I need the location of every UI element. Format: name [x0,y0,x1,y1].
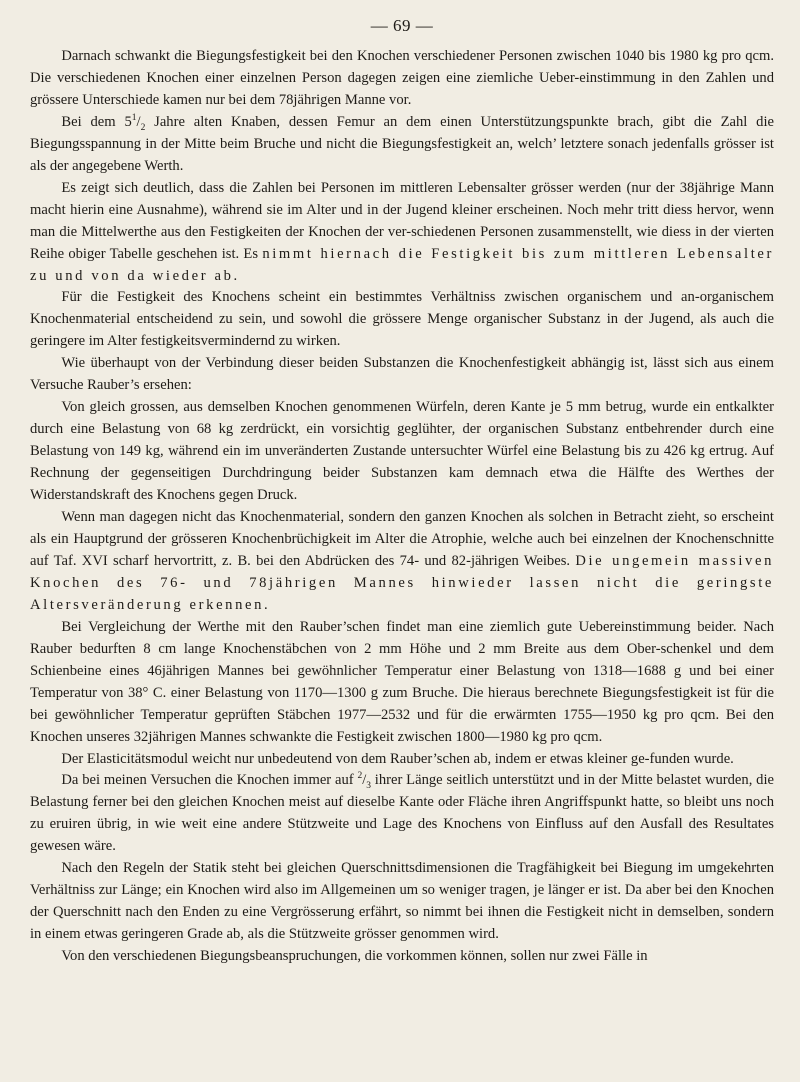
body-text [30,46,774,968]
paragraph-12: Von den verschiedenen Biegungsbeanspruchungen, die vorkommen können, sollen nur zwei Fälle in [61,948,648,965]
page-number: — 69 — [370,16,434,35]
paragraph-11: Nach den Regeln der Statik steht bei gleichen Querschnittsdimensionen die Tragfähigkeit bei Biegung im umgekehrten Verhältniss zur Länge; ein Knochen wird also im Allgemeinen um so weniger tragen, je länger er ist. Da aber bei den Knochen der Querschnitt nach den Enden zu eine Vergrösserung erfährt, so nimmt bei ihnen die Festigkeit nicht in demselben, sondern in einem etwas geringeren Grade ab, als die Stützweite grösser genommen wird. [30,860,774,943]
paragraph-7 [30,507,774,617]
emphasized-conclusion: nimmt hiernach die Festigkeit bis zum mittleren Lebensalter zu und von da wieder ab. [30,245,774,284]
paragraph-1: Darnach schwankt die Biegungsfestigkeit bei den Knochen verschiedener Personen zwischen 1040 bis 1980 kg pro qcm. Die verschiedenen Knochen einer einzelnen Person dagegen zeigen eine ziemliche Ueber-einstimmung in den Zahlen und grössere Unterschiede kamen nur bei dem 78jährigen Manne vor. [30,48,774,108]
paragraph-2-lead: Bei dem 5 [61,113,132,130]
fraction-denominator: 2 [140,122,146,133]
paragraph-4: Für die Festigkeit des Knochens scheint ein bestimmtes Verhältniss zwischen organischem und an-organischem Knochenmaterial entscheidend zu sein, und sowohl die grössere Menge organischer Substanz in der Jugend, als auch die geringere im Alter festigkeitsvermindernd zu wirken. [30,289,774,350]
fraction-numerator: 1 [131,113,137,123]
paragraph-2 [30,112,774,178]
paragraph-7-lead: Wenn man dagegen nicht das Knochenmaterial, sondern den ganzen Knochen als solchen in Betracht zieht, so erscheint als ein Hauptgrund der grösseren Knochenbrüchigkeit im Alter die Atrophie, welche auch bei einzelnen der Knochenschnitte auf Taf. XVI scharf hervortritt, z. B. bei den Abdrücken des 74- und 82-jährigen Weibes. [30,509,774,569]
fraction-denominator: 3 [366,781,371,792]
paragraph-2-rest: Jahre alten Knaben, dessen Femur an dem einen Unterstützungspunkte brach, gibt die Zahl die Biegungsspannung in der Mitte beim Bruche und nicht die Biegungsfestigkeit an, welch’ letztere sonach jedenfalls grösser ist als der angegebene Werth. [30,113,774,174]
paragraph-10 [30,770,774,858]
emphasized-observation: Die ungemein massiven Knochen des 76- und 78jährigen Mannes hinwieder lassen nicht die geringste Altersveränderung erkennen. [30,552,774,613]
fraction-slash: / [362,772,367,789]
page-header [30,0,774,46]
fraction-numerator: 2 [357,771,363,782]
paragraph-10-lead: Da bei meinen Versuchen die Knochen immer auf [61,772,358,789]
paragraph-10-rest: ihrer Länge seitlich unterstützt und in der Mitte belastet wurden, die Belastung ferner bei den gleichen Knochen meist auf dieselbe Kante oder Fläche ihren Angriffspunkt hatte, so bleibt uns noch zu eruiren übrig, in wie weit eine andere Stützweite und Lage des Knochens von Einfluss auf den Ausfall des Resultates gewesen wäre. [30,772,774,855]
paragraph-5: Wie überhaupt von der Verbindung dieser beiden Substanzen die Knochenfestigkeit abhängig ist, lässt sich aus einem Versuche Rauber’s ersehen: [30,355,774,394]
paragraph-3 [30,178,774,288]
paragraph-9: Der Elasticitätsmodul weicht nur unbedeutend von dem Rauber’schen ab, indem er etwas kleiner ge-funden wurde. [61,750,734,767]
paragraph-6: Von gleich grossen, aus demselben Knochen genommenen Würfeln, deren Kante je 5 mm betrug, wurde ein entkalkter durch eine Belastung von 68 kg zerdrückt, ein vorsichtig geglühter, der organischen Substanz entbehrender durch eine Belastung von 149 kg, während ein im unveränderten Zustande untersuchter Würfel eine Belastung bis zu 426 kg ertrug. Auf Rechnung der gegenseitigen Durchdringung beider Substanzen kam demnach etwa die Hälfte des Werthes der Widerstandskraft des Knochens gegen Druck. [30,399,774,504]
fraction-slash: / [136,113,141,130]
paragraph-3-lead: Es zeigt sich deutlich, dass die Zahlen bei Personen im mittleren Lebensalter grösser werden (nur der 38jährige Mann macht hierin eine Ausnahme), während sie im Alter und in der Jugend kleiner erscheinen. Noch mehr tritt diess hervor, wenn man die Mittelwerthe aus den Festigkeiten der Knochen der ver-schiedenen Personen zusammenstellt, wie diess in der vierten Reihe obiger Tabelle geschehen ist. Es [30,179,774,262]
paragraph-8: Bei Vergleichung der Werthe mit den Rauber’schen findet man eine ziemlich gute Uebereinstimmung beider. Nach Rauber bedurften 8 cm lange Knochenstäbchen von 2 mm Höhe und 2 mm Breite aus dem Ober-schenkel und dem Schienbeine eines 46jährigen Mannes bei gewöhnlicher Temperatur einer Belastung von 1318—1688 g und bei einer Temperatur von 38° C. einer Belastung von 1170—1300 g zum Bruche. Die hieraus berechnete Biegungsfestigkeit ist für die bei gewöhnlicher Temperatur geprüften Stäbchen 1977—2532 und für die erwärmten 1755—1950 kg pro qcm. Bei den Knochen unseres 32jährigen Mannes schwankte die Festigkeit zwischen 1800—1980 kg pro qcm. [30,618,774,745]
